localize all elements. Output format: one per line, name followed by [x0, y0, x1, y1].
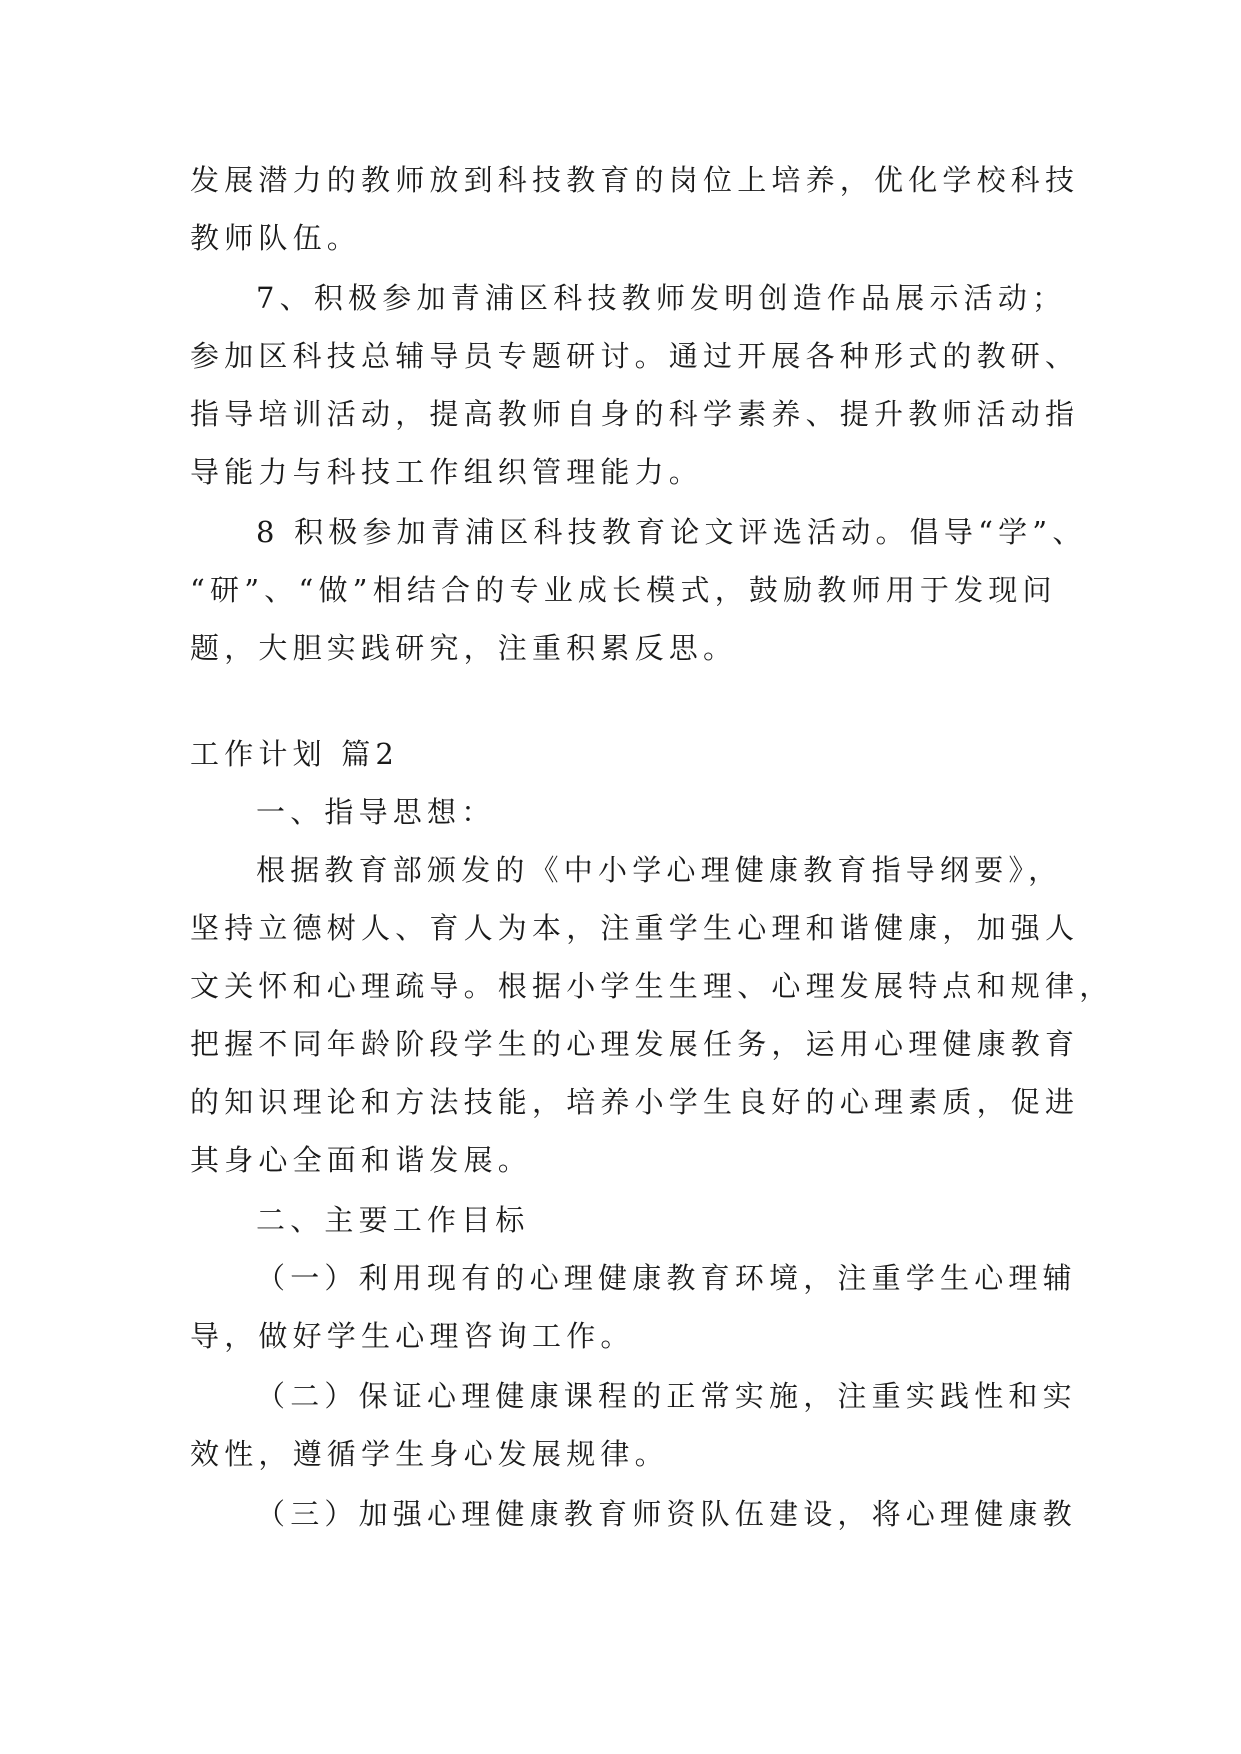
paragraph-line: 发展潜力的教师放到科技教育的岗位上培养，优化学校科技 — [190, 163, 1080, 197]
paragraph-line: （三）加强心理健康教育师资队伍建设，将心理健康教 — [256, 1497, 1077, 1531]
paragraph-line: （一）利用现有的心理健康教育环境，注重学生心理辅 — [256, 1261, 1077, 1295]
section-heading: 二、主要工作目标 — [256, 1203, 530, 1237]
paragraph-line: 坚持立德树人、育人为本，注重学生心理和谐健康，加强人 — [190, 911, 1080, 945]
paragraph-line: 的知识理论和方法技能，培养小学生良好的心理素质，促进 — [190, 1085, 1080, 1119]
paragraph-line: （二）保证心理健康课程的正常实施，注重实践性和实 — [256, 1379, 1077, 1413]
paragraph-line: 参加区科技总辅导员专题研讨。通过开展各种形式的教研、 — [190, 339, 1080, 373]
paragraph-line: 效性，遵循学生身心发展规律。 — [190, 1437, 669, 1471]
section-heading: 一、指导思想： — [256, 795, 496, 829]
section-title: 工作计划 篇2 — [190, 737, 400, 771]
paragraph-line: 8 积极参加青浦区科技教育论文评选活动。倡导“学”、 — [256, 515, 1087, 549]
paragraph-line: 题，大胆实践研究，注重积累反思。 — [190, 631, 738, 665]
paragraph-line: 其身心全面和谐发展。 — [190, 1143, 533, 1177]
paragraph-line: 把握不同年龄阶段学生的心理发展任务，运用心理健康教育 — [190, 1027, 1080, 1061]
paragraph-line: 教师队伍。 — [190, 221, 362, 255]
paragraph-line: 指导培训活动，提高教师自身的科学素养、提升教师活动指 — [190, 397, 1080, 431]
paragraph-line: 7、积极参加青浦区科技教师发明创造作品展示活动； — [256, 281, 1067, 315]
paragraph-line: 导能力与科技工作组织管理能力。 — [190, 455, 704, 489]
paragraph-line: 文关怀和心理疏导。根据小学生生理、心理发展特点和规律， — [190, 969, 1114, 1003]
paragraph-line: 导，做好学生心理咨询工作。 — [190, 1319, 635, 1353]
paragraph-line: “研”、“做”相结合的专业成长模式，鼓励教师用于发现问 — [190, 573, 1057, 607]
paragraph-line: 根据教育部颁发的《中小学心理健康教育指导纲要》， — [256, 853, 1063, 887]
